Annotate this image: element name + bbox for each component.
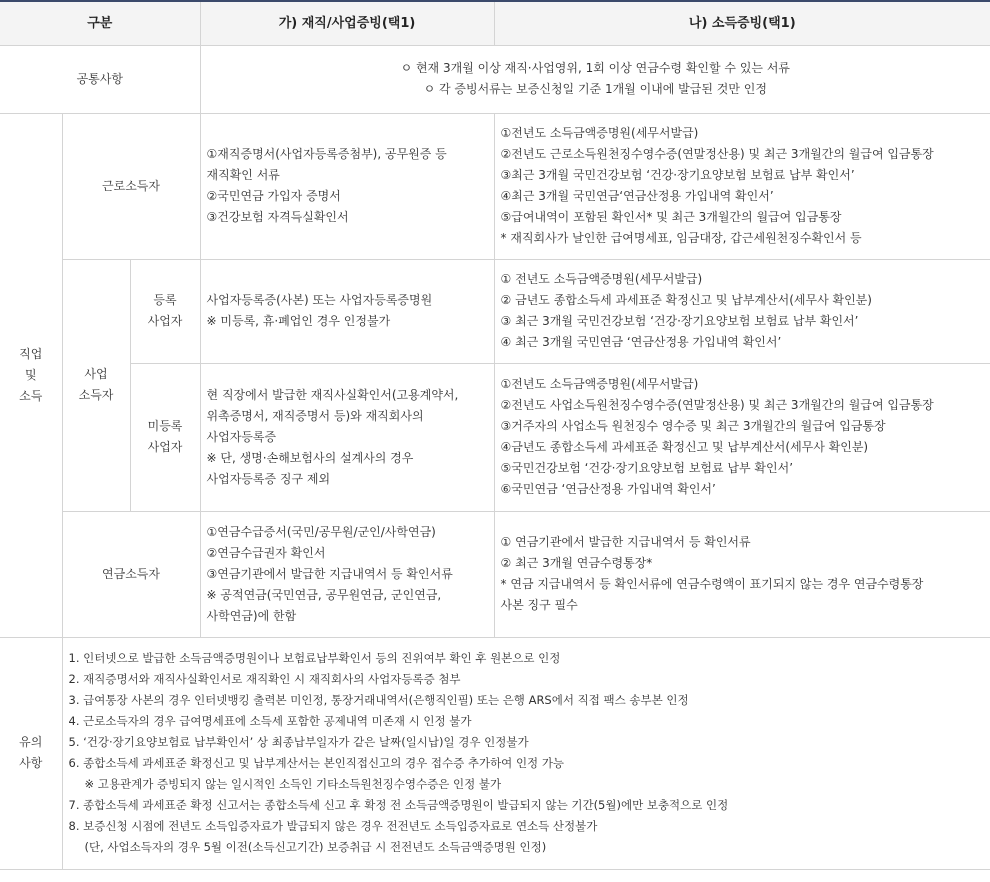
doc-line: 사본 징구 필수	[500, 598, 578, 612]
doc-line: 사업자등록증 징구 제외	[206, 471, 331, 486]
doc-line: ※ 공적연금(국민연금, 공무원연금, 군인연금,	[206, 587, 442, 602]
doc-line: ①전년도 소득금액증명원(세무서발급)	[500, 126, 699, 140]
wage-earner-row	[0, 113, 990, 259]
registered-business-label: 등록 사업자	[130, 259, 200, 363]
common-content	[200, 45, 990, 113]
wage-earner-employment-docs	[200, 113, 494, 259]
unregistered-business-employment-docs	[200, 363, 494, 511]
wage-earner-label: 근로소득자	[62, 113, 200, 259]
doc-line: * 재직회사가 날인한 급여명세표, 임금대장, 갑근세원천징수확인서 등	[500, 231, 862, 245]
note-line: 1. 인터넷으로 발급한 소득금액증명원이나 보험료납부확인서 등의 진위여부 확인 후 원본으로 인정	[68, 651, 561, 665]
registered-business-row	[0, 259, 990, 363]
doc-line: 재직확인 서류	[206, 168, 280, 182]
doc-line: ④금년도 종합소득세 과세표준 확정신고 및 납부계산서(세무사 확인분)	[500, 440, 869, 454]
doc-line: ⑥국민연금 ‘연금산정용 가입내역 확인서’	[500, 482, 716, 496]
doc-line: ③최근 3개월 국민건강보험 ‘건강·장기요양보험 보험료 납부 확인서’	[500, 168, 855, 182]
notes-content	[62, 637, 990, 869]
doc-line: ① 연금기관에서 발급한 지급내역서 등 확인서류	[500, 535, 751, 549]
note-line: 8. 보증신청 시점에 전년도 소득입증자료가 발급되지 않은 경우 전전년도 소득입증자료로 연소득 산정불가	[68, 819, 598, 833]
doc-line: ⑤급여내역이 포함된 확인서* 및 최근 3개월간의 월급여 입금통장	[500, 210, 842, 224]
group-label-occupation-income: 직업 및 소득	[0, 113, 62, 637]
note-line: 2. 재직증명서와 재직사실확인서로 재직확인 시 재직회사의 사업자등록증 첨부	[68, 672, 461, 686]
doc-line: ①전년도 소득금액증명원(세무서발급)	[500, 377, 699, 391]
doc-line: ⑤국민건강보험 ‘건강·장기요양보험 보험료 납부 확인서’	[500, 461, 794, 475]
doc-line: ③연금기관에서 발급한 지급내역서 등 확인서류	[206, 566, 453, 581]
common-row	[0, 45, 990, 113]
doc-line: 위촉증명서, 재직증명서 등)와 재직회사의	[206, 408, 424, 423]
wage-earner-income-docs	[494, 113, 990, 259]
note-line: ※ 고용관계가 증빙되지 않는 일시적인 소득인 기타소득원천징수영수증은 인정 불가	[84, 777, 502, 791]
note-line: 5. ‘건강·장기요양보험료 납부확인서’ 상 최종납부일자가 같은 날짜(일시납)일 경우 인정불가	[68, 735, 529, 749]
note-line: 6. 종합소득세 과세표준 확정신고 및 납부계산서는 본인직접신고의 경우 접수증 추가하여 인정 가능	[68, 756, 565, 770]
doc-line: ①재직증명서(사업자등록증첨부), 공무원증 등	[206, 147, 447, 161]
header-category: 구분	[0, 1, 200, 45]
note-line: 7. 종합소득세 과세표준 확정 신고서는 종합소득세 신고 후 확정 전 소득금액증명원이 발급되지 않는 기간(5월)에만 보충적으로 인정	[68, 798, 729, 812]
doc-line: ③건강보험 자격득실확인서	[206, 210, 349, 224]
common-line: ㅇ 현재 3개월 이상 재직·사업영위, 1회 이상 연금수령 확인할 수 있는 서류	[400, 61, 790, 75]
doc-line: ②연금수급권자 확인서	[206, 545, 326, 560]
doc-line: ③거주자의 사업소득 원천징수 영수증 및 최근 3개월간의 월급여 입금통장	[500, 419, 886, 433]
header-income-proof: 나) 소득증빙(택1)	[494, 1, 990, 45]
common-label: 공통사항	[0, 45, 200, 113]
doc-line: ②전년도 사업소득원천징수영수증(연말정산용) 및 최근 3개월간의 월급여 입금통장	[500, 398, 934, 412]
doc-line: ②전년도 근로소득원천징수영수증(연말정산용) 및 최근 3개월간의 월급여 입금통장	[500, 147, 934, 161]
unregistered-business-income-docs	[494, 363, 990, 511]
note-line: 3. 급여통장 사본의 경우 인터넷뱅킹 출력본 미인정, 통장거래내역서(은행직인필) 또는 은행 ARS에서 직접 팩스 송부본 인정	[68, 693, 689, 707]
table-header-row	[0, 1, 990, 45]
doc-line: ③ 최근 3개월 국민건강보험 ‘건강·장기요양보험 보험료 납부 확인서’	[500, 314, 859, 328]
notes-row	[0, 637, 990, 869]
doc-line: 사학연금)에 한함	[206, 608, 297, 623]
doc-line: ※ 미등록, 휴·폐업인 경우 인정불가	[206, 314, 391, 328]
doc-line: ① 전년도 소득금액증명원(세무서발급)	[500, 272, 703, 286]
doc-line: ④ 최근 3개월 국민연금 ‘연금산정용 가입내역 확인서’	[500, 335, 782, 349]
doc-line: 사업자등록증	[206, 429, 277, 444]
doc-line: * 연금 지급내역서 등 확인서류에 연금수령액이 표기되지 않는 경우 연금수령통장	[500, 577, 924, 591]
note-line: 4. 근로소득자의 경우 급여명세표에 소득세 포함한 공제내역 미존재 시 인정 불가	[68, 714, 472, 728]
note-line: (단, 사업소득자의 경우 5월 이전(소득신고기간) 보증취급 시 전전년도 소득금액증명원 인정)	[84, 840, 547, 854]
registered-business-employment-docs	[200, 259, 494, 363]
registered-business-income-docs	[494, 259, 990, 363]
business-income-label: 사업 소득자	[62, 259, 130, 511]
doc-line: ④최근 3개월 국민연금‘연금산정용 가입내역 확인서’	[500, 189, 774, 203]
doc-line: 현 직장에서 발급한 재직사실확인서(고용계약서,	[206, 387, 459, 402]
doc-line: ② 최근 3개월 연금수령통장*	[500, 556, 653, 570]
pension-employment-docs	[200, 511, 494, 637]
doc-line: ①연금수급증서(국민/공무원/군인/사학연금)	[206, 524, 436, 539]
notes-label: 유의 사항	[0, 637, 62, 869]
unregistered-business-row	[0, 363, 990, 511]
pension-income-docs	[494, 511, 990, 637]
doc-line: ※ 단, 생명·손해보험사의 설계사의 경우	[206, 450, 414, 465]
common-line: ㅇ 각 증빙서류는 보증신청일 기준 1개월 이내에 발급된 것만 인정	[423, 82, 767, 96]
unregistered-business-label: 미등록 사업자	[130, 363, 200, 511]
doc-line: ②국민연금 가입자 증명서	[206, 189, 341, 203]
pension-label: 연금소득자	[62, 511, 200, 637]
doc-line: 사업자등록증(사본) 또는 사업자등록증명원	[206, 293, 433, 307]
header-employment-proof: 가) 재직/사업증빙(택1)	[200, 1, 494, 45]
pension-row	[0, 511, 990, 637]
doc-line: ② 금년도 종합소득세 과세표준 확정신고 및 납부계산서(세무사 확인분)	[500, 293, 872, 307]
